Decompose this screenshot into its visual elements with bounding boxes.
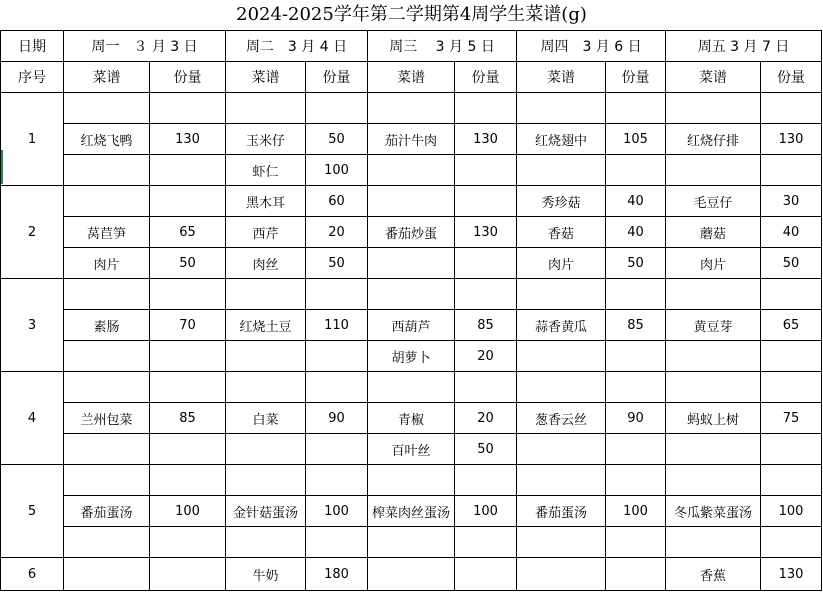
dish-cell[interactable]: 香蕉 <box>666 558 761 591</box>
qty-cell[interactable] <box>455 527 517 558</box>
dish-cell[interactable]: 番茄炒蛋 <box>368 217 455 248</box>
table-row <box>1 155 822 186</box>
dish-label-cell[interactable]: 菜谱 <box>64 62 150 93</box>
dish-cell[interactable] <box>368 93 455 124</box>
dish-cell[interactable] <box>226 341 306 372</box>
dish-cell[interactable] <box>64 93 150 124</box>
dish-cell[interactable]: 红烧飞鸭 <box>64 124 150 155</box>
qty-cell[interactable]: 85 <box>606 310 666 341</box>
dish-cell[interactable]: 茄汁牛肉 <box>368 124 455 155</box>
qty-cell[interactable] <box>150 527 226 558</box>
table-row <box>1 248 822 279</box>
dish-cell[interactable] <box>368 186 455 217</box>
table-row <box>1 527 822 558</box>
dish-cell[interactable]: 蚂蚁上树 <box>666 403 761 434</box>
qty-cell[interactable] <box>306 341 368 372</box>
qty-cell[interactable] <box>306 434 368 465</box>
qty-cell[interactable]: 65 <box>150 217 226 248</box>
qty-cell[interactable]: 100 <box>761 496 822 527</box>
qty-cell[interactable]: 130 <box>761 558 822 591</box>
dish-cell[interactable] <box>64 155 150 186</box>
qty-cell[interactable] <box>306 372 368 403</box>
dish-cell[interactable] <box>517 93 606 124</box>
qty-label-cell[interactable]: 份量 <box>761 62 822 93</box>
dish-cell[interactable] <box>666 434 761 465</box>
qty-cell[interactable] <box>455 93 517 124</box>
qty-label-cell[interactable]: 份量 <box>150 62 226 93</box>
table-row <box>1 372 822 403</box>
qty-cell[interactable]: 70 <box>150 310 226 341</box>
qty-cell[interactable] <box>761 527 822 558</box>
day-header-thu[interactable]: 周四 3 月 6 日 <box>517 31 666 62</box>
dish-cell[interactable] <box>226 434 306 465</box>
dish-cell[interactable]: 肉片 <box>517 248 606 279</box>
dish-cell[interactable]: 肉片 <box>64 248 150 279</box>
dish-cell[interactable]: 肉丝 <box>226 248 306 279</box>
dish-cell[interactable] <box>226 279 306 310</box>
qty-cell[interactable] <box>150 186 226 217</box>
dish-cell[interactable] <box>368 372 455 403</box>
qty-cell[interactable] <box>761 279 822 310</box>
seq-cell[interactable]: 6 <box>1 558 64 591</box>
day-header-tue[interactable]: 周二 3 月 4 日 <box>226 31 368 62</box>
qty-cell[interactable]: 130 <box>761 124 822 155</box>
qty-cell[interactable] <box>455 372 517 403</box>
qty-cell[interactable]: 40 <box>606 217 666 248</box>
dish-cell[interactable] <box>666 372 761 403</box>
dish-cell[interactable] <box>517 155 606 186</box>
qty-cell[interactable]: 130 <box>455 124 517 155</box>
day-header-fri[interactable]: 周五 3 月 7 日 <box>666 31 822 62</box>
table-row <box>1 465 822 496</box>
dish-cell[interactable] <box>666 465 761 496</box>
dish-cell[interactable]: 虾仁 <box>226 155 306 186</box>
qty-cell[interactable] <box>150 155 226 186</box>
qty-cell[interactable]: 50 <box>606 248 666 279</box>
qty-cell[interactable] <box>455 248 517 279</box>
qty-cell[interactable] <box>606 93 666 124</box>
dish-cell[interactable] <box>517 465 606 496</box>
table-row <box>1 279 822 310</box>
page-title: 2024-2025学年第二学期第4周学生菜谱(g) <box>236 4 587 25</box>
column-header-row <box>1 62 822 93</box>
dish-cell[interactable] <box>368 279 455 310</box>
dish-label-cell[interactable]: 菜谱 <box>517 62 606 93</box>
table-row <box>1 403 822 434</box>
dish-cell[interactable]: 青椒 <box>368 403 455 434</box>
dish-label-cell[interactable]: 菜谱 <box>666 62 761 93</box>
table-row <box>1 93 822 124</box>
qty-cell[interactable]: 50 <box>455 434 517 465</box>
qty-cell[interactable]: 100 <box>306 496 368 527</box>
dish-cell[interactable] <box>64 434 150 465</box>
dish-cell[interactable] <box>64 527 150 558</box>
dish-cell[interactable] <box>666 93 761 124</box>
table-row <box>1 217 822 248</box>
qty-cell[interactable]: 75 <box>761 403 822 434</box>
qty-cell[interactable]: 110 <box>306 310 368 341</box>
date-header-row <box>1 31 822 62</box>
dish-cell[interactable]: 毛豆仔 <box>666 186 761 217</box>
qty-cell[interactable]: 20 <box>455 403 517 434</box>
table-row <box>1 434 822 465</box>
dish-cell[interactable]: 番茄蛋汤 <box>64 496 150 527</box>
qty-cell[interactable] <box>606 527 666 558</box>
qty-cell[interactable] <box>150 279 226 310</box>
qty-cell[interactable]: 50 <box>306 124 368 155</box>
dish-cell[interactable]: 葱香云丝 <box>517 403 606 434</box>
seq-label-cell[interactable]: 序号 <box>1 62 64 93</box>
qty-cell[interactable] <box>761 341 822 372</box>
dish-cell[interactable]: 红烧仔排 <box>666 124 761 155</box>
dish-cell[interactable] <box>517 279 606 310</box>
qty-cell[interactable] <box>606 434 666 465</box>
dish-cell[interactable] <box>368 558 455 591</box>
table-row <box>1 310 822 341</box>
dish-cell[interactable]: 百叶丝 <box>368 434 455 465</box>
qty-cell[interactable]: 100 <box>150 496 226 527</box>
qty-cell[interactable]: 60 <box>306 186 368 217</box>
dish-cell[interactable] <box>64 341 150 372</box>
qty-cell[interactable] <box>306 279 368 310</box>
dish-cell[interactable]: 胡萝卜 <box>368 341 455 372</box>
dish-cell[interactable]: 秀珍菇 <box>517 186 606 217</box>
dish-cell[interactable] <box>666 279 761 310</box>
qty-cell[interactable] <box>150 93 226 124</box>
table-row <box>1 496 822 527</box>
dish-cell[interactable] <box>226 372 306 403</box>
date-label-cell[interactable]: 日期 <box>1 31 64 62</box>
qty-cell[interactable]: 90 <box>606 403 666 434</box>
dish-cell[interactable] <box>368 527 455 558</box>
qty-cell[interactable]: 90 <box>306 403 368 434</box>
dish-cell[interactable]: 牛奶 <box>226 558 306 591</box>
qty-cell[interactable]: 100 <box>606 496 666 527</box>
qty-cell[interactable] <box>761 93 822 124</box>
dish-cell[interactable]: 蘑菇 <box>666 217 761 248</box>
seq-cell[interactable]: 3 <box>1 279 64 372</box>
day-header-mon[interactable]: 周一 ３ 月 3 日 <box>64 31 226 62</box>
dish-cell[interactable]: 金针菇蛋汤 <box>226 496 306 527</box>
dish-cell[interactable] <box>368 248 455 279</box>
dish-cell[interactable] <box>64 279 150 310</box>
dish-cell[interactable]: 红烧土豆 <box>226 310 306 341</box>
qty-cell[interactable] <box>455 558 517 591</box>
qty-cell[interactable] <box>761 434 822 465</box>
dish-label-cell[interactable]: 菜谱 <box>368 62 455 93</box>
qty-cell[interactable]: 130 <box>150 124 226 155</box>
qty-label-cell[interactable]: 份量 <box>306 62 368 93</box>
qty-cell[interactable]: 85 <box>150 403 226 434</box>
qty-cell[interactable] <box>606 279 666 310</box>
qty-cell[interactable] <box>606 155 666 186</box>
qty-cell[interactable] <box>761 465 822 496</box>
qty-label-cell[interactable]: 份量 <box>606 62 666 93</box>
table-row <box>1 341 822 372</box>
table-row <box>1 186 822 217</box>
dish-cell[interactable] <box>226 527 306 558</box>
dish-cell[interactable]: 玉米仔 <box>226 124 306 155</box>
dish-cell[interactable]: 番茄蛋汤 <box>517 496 606 527</box>
qty-cell[interactable] <box>606 558 666 591</box>
dish-cell[interactable]: 冬瓜紫菜蛋汤 <box>666 496 761 527</box>
qty-cell[interactable] <box>455 186 517 217</box>
dish-cell[interactable]: 莴苣笋 <box>64 217 150 248</box>
dish-cell[interactable]: 西芹 <box>226 217 306 248</box>
dish-cell[interactable] <box>517 527 606 558</box>
qty-cell[interactable] <box>306 527 368 558</box>
seq-cell[interactable]: 1 <box>1 93 64 186</box>
qty-cell[interactable] <box>306 465 368 496</box>
dish-cell[interactable]: 黄豆芽 <box>666 310 761 341</box>
qty-cell[interactable] <box>606 465 666 496</box>
dish-cell[interactable]: 榨菜肉丝蛋汤 <box>368 496 455 527</box>
qty-cell[interactable] <box>150 372 226 403</box>
qty-cell[interactable]: 100 <box>306 155 368 186</box>
table-row <box>1 558 822 591</box>
qty-cell[interactable]: 20 <box>306 217 368 248</box>
dish-cell[interactable] <box>64 372 150 403</box>
qty-cell[interactable]: 65 <box>761 310 822 341</box>
dish-cell[interactable]: 肉片 <box>666 248 761 279</box>
qty-cell[interactable] <box>150 465 226 496</box>
qty-cell[interactable]: 105 <box>606 124 666 155</box>
dish-cell[interactable] <box>666 527 761 558</box>
qty-cell[interactable] <box>455 465 517 496</box>
qty-cell[interactable] <box>455 155 517 186</box>
dish-cell[interactable]: 红烧翅中 <box>517 124 606 155</box>
qty-cell[interactable] <box>761 155 822 186</box>
dish-cell[interactable] <box>368 465 455 496</box>
dish-cell[interactable] <box>517 434 606 465</box>
dish-cell[interactable] <box>517 558 606 591</box>
dish-cell[interactable] <box>64 186 150 217</box>
dish-label-cell[interactable]: 菜谱 <box>226 62 306 93</box>
seq-cell[interactable]: 4 <box>1 372 64 465</box>
qty-cell[interactable]: 20 <box>455 341 517 372</box>
qty-cell[interactable]: 85 <box>455 310 517 341</box>
qty-cell[interactable]: 50 <box>761 248 822 279</box>
dish-cell[interactable] <box>64 558 150 591</box>
qty-cell[interactable]: 40 <box>606 186 666 217</box>
dish-cell[interactable] <box>226 93 306 124</box>
qty-label-cell[interactable]: 份量 <box>455 62 517 93</box>
dish-cell[interactable] <box>666 155 761 186</box>
qty-cell[interactable] <box>606 372 666 403</box>
qty-cell[interactable]: 30 <box>761 186 822 217</box>
dish-cell[interactable] <box>64 465 150 496</box>
dish-cell[interactable]: 香菇 <box>517 217 606 248</box>
dish-cell[interactable]: 兰州包菜 <box>64 403 150 434</box>
qty-cell[interactable] <box>455 279 517 310</box>
seq-cell[interactable]: 2 <box>1 186 64 279</box>
qty-cell[interactable] <box>150 558 226 591</box>
qty-cell[interactable] <box>306 93 368 124</box>
dish-cell[interactable] <box>226 465 306 496</box>
qty-cell[interactable]: 130 <box>455 217 517 248</box>
dish-cell[interactable]: 蒜香黄瓜 <box>517 310 606 341</box>
qty-cell[interactable] <box>761 372 822 403</box>
dish-cell[interactable]: 西葫芦 <box>368 310 455 341</box>
dish-cell[interactable]: 黑木耳 <box>226 186 306 217</box>
menu-table <box>0 30 822 591</box>
qty-cell[interactable] <box>606 341 666 372</box>
qty-cell[interactable]: 50 <box>150 248 226 279</box>
dish-cell[interactable]: 白菜 <box>226 403 306 434</box>
dish-cell[interactable] <box>517 341 606 372</box>
dish-cell[interactable] <box>517 372 606 403</box>
qty-cell[interactable] <box>150 341 226 372</box>
dish-cell[interactable] <box>666 341 761 372</box>
seq-cell[interactable]: 5 <box>1 465 64 558</box>
table-row <box>1 124 822 155</box>
dish-cell[interactable] <box>368 155 455 186</box>
qty-cell[interactable]: 40 <box>761 217 822 248</box>
qty-cell[interactable]: 180 <box>306 558 368 591</box>
qty-cell[interactable]: 50 <box>306 248 368 279</box>
dish-cell[interactable]: 素肠 <box>64 310 150 341</box>
qty-cell[interactable] <box>150 434 226 465</box>
qty-cell[interactable]: 100 <box>455 496 517 527</box>
day-header-wed[interactable]: 周三 3 月 5 日 <box>368 31 517 62</box>
